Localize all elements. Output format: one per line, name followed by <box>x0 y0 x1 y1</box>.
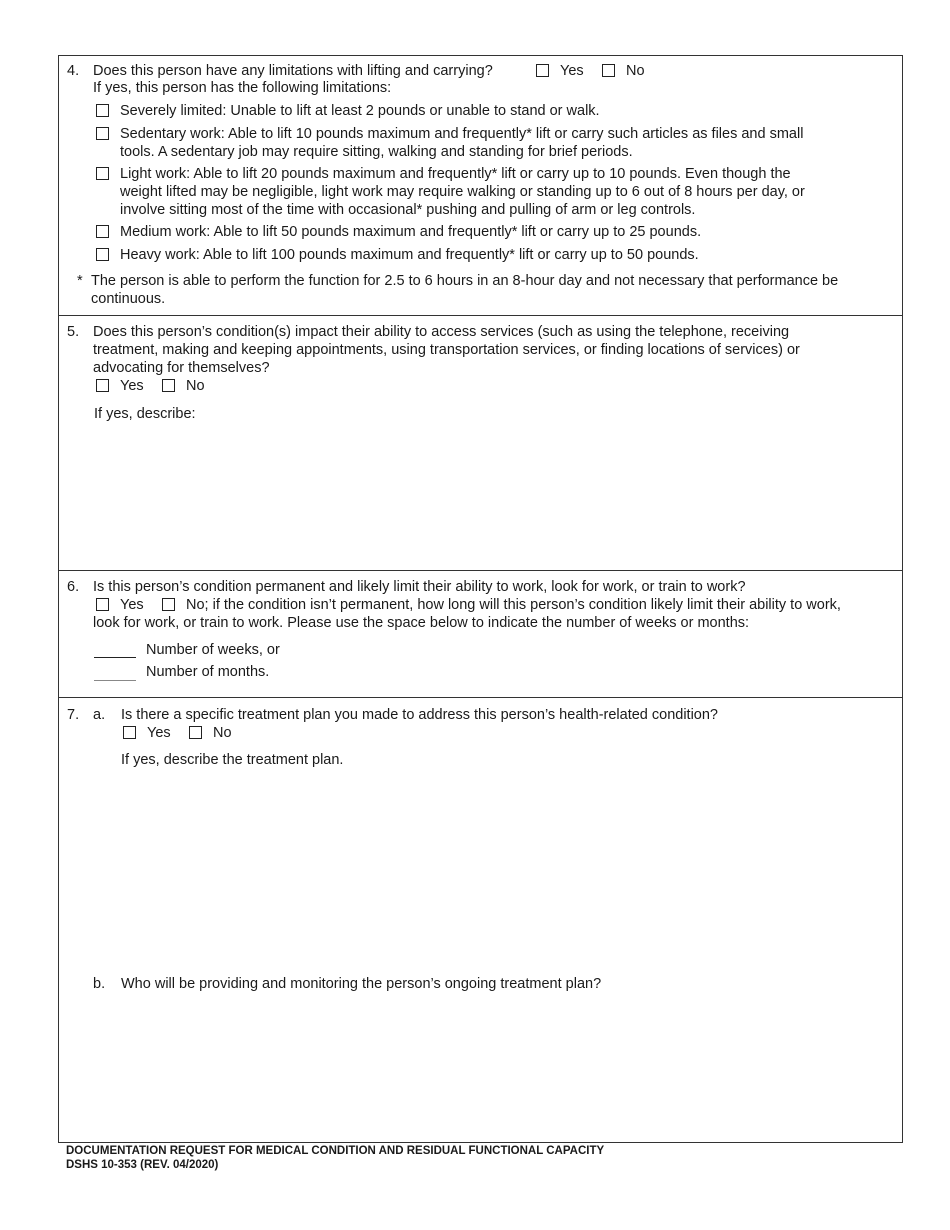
q7a-no-checkbox[interactable] <box>189 726 202 739</box>
sedentary-work-label-2: tools. A sedentary job may require sitting, walking and standing for brief periods. <box>120 144 633 160</box>
weeks-label: Number of weeks, or <box>146 642 280 658</box>
q5-yes-label: Yes <box>120 378 144 394</box>
footer-title: DOCUMENTATION REQUEST FOR MEDICAL CONDITION AND RESIDUAL FUNCTIONAL CAPACITY <box>66 1145 605 1157</box>
q6-no-label-1: No; if the condition isn’t permanent, how long will this person’s condition likely limit their ability to work, <box>186 597 841 613</box>
q4-intro: If yes, this person has the following limitations: <box>93 80 392 96</box>
q7b-label: b. <box>93 976 106 992</box>
q4-number: 4. <box>67 63 80 79</box>
severely-limited-checkbox[interactable] <box>96 104 109 117</box>
q4-question: Does this person have any limitations with lifting and carrying? <box>93 63 493 79</box>
heavy-work-label: Heavy work: Able to lift 100 pounds maximum and frequently* lift or carry up to 50 pounds. <box>120 247 699 263</box>
q7b-answer-area[interactable] <box>121 998 881 1133</box>
q7a-question: Is there a specific treatment plan you made to address this person’s health-related condition? <box>121 707 718 723</box>
footnote-star: * <box>77 273 83 289</box>
light-work-label-2: weight lifted may be negligible, light work may require walking or standing up to 6 out of 8 hours per day, or <box>120 184 805 200</box>
q5-number: 5. <box>67 324 80 340</box>
months-input-line[interactable] <box>94 680 136 681</box>
sedentary-work-checkbox[interactable] <box>96 127 109 140</box>
weeks-input-line[interactable] <box>94 657 136 658</box>
severely-limited-label: Severely limited: Unable to lift at least 2 pounds or unable to stand or walk. <box>120 103 600 119</box>
sedentary-work-label-1: Sedentary work: Able to lift 10 pounds maximum and frequently* lift or carry such articles as files and small <box>120 126 804 142</box>
q4-yes-checkbox[interactable] <box>536 64 549 77</box>
q7a-describe-label: If yes, describe the treatment plan. <box>121 752 344 768</box>
footnote-line-1: The person is able to perform the function for 2.5 to 6 hours in an 8-hour day and not necessary that performance be <box>91 273 839 289</box>
question-5-section <box>59 315 902 570</box>
q4-no-checkbox[interactable] <box>602 64 615 77</box>
q6-yes-checkbox[interactable] <box>96 598 109 611</box>
q5-describe-label: If yes, describe: <box>94 406 196 422</box>
q6-question: Is this person’s condition permanent and likely limit their ability to work, look for work, or train to work? <box>93 579 746 595</box>
q5-describe-area[interactable] <box>93 428 883 558</box>
q4-yes-label: Yes <box>560 63 584 79</box>
question-7-section <box>59 697 902 1143</box>
q5-no-checkbox[interactable] <box>162 379 175 392</box>
form-table <box>58 55 903 1143</box>
light-work-label-3: involve sitting most of the time with occasional* pushing and pulling of arm or leg controls. <box>120 202 696 218</box>
q5-question-1: Does this person’s condition(s) impact their ability to access services (such as using the telephone, receiving <box>93 324 790 340</box>
q5-no-label: No <box>186 378 205 394</box>
q4-no-label: No <box>626 63 645 79</box>
q7a-label: a. <box>93 707 106 723</box>
question-6-section <box>59 570 902 697</box>
q5-question-3: advocating for themselves? <box>93 360 270 376</box>
medium-work-label: Medium work: Able to lift 50 pounds maximum and frequently* lift or carry up to 25 pounds. <box>120 224 702 240</box>
q7a-no-label: No <box>213 725 232 741</box>
medium-work-checkbox[interactable] <box>96 225 109 238</box>
footer-form-id: DSHS 10-353 (REV. 04/2020) <box>66 1159 219 1171</box>
light-work-checkbox[interactable] <box>96 167 109 180</box>
footnote-line-2: continuous. <box>91 291 166 307</box>
q7-number: 7. <box>67 707 80 723</box>
q6-no-label-2: look for work, or train to work. Please use the space below to indicate the number of weeks or months: <box>93 615 750 631</box>
q7b-question: Who will be providing and monitoring the person’s ongoing treatment plan? <box>121 976 602 992</box>
q7a-yes-label: Yes <box>147 725 171 741</box>
heavy-work-checkbox[interactable] <box>96 248 109 261</box>
q6-number: 6. <box>67 579 80 595</box>
q6-no-checkbox[interactable] <box>162 598 175 611</box>
q7a-yes-checkbox[interactable] <box>123 726 136 739</box>
light-work-label-1: Light work: Able to lift 20 pounds maximum and frequently* lift or carry up to 10 pounds. Even though the <box>120 166 791 182</box>
q7a-describe-area[interactable] <box>121 774 881 964</box>
q5-question-2: treatment, making and keeping appointments, using transportation services, or finding locations of services) or <box>93 342 800 358</box>
months-label: Number of months. <box>146 664 270 680</box>
q5-yes-checkbox[interactable] <box>96 379 109 392</box>
q6-yes-label: Yes <box>120 597 144 613</box>
question-4-section <box>59 56 902 315</box>
